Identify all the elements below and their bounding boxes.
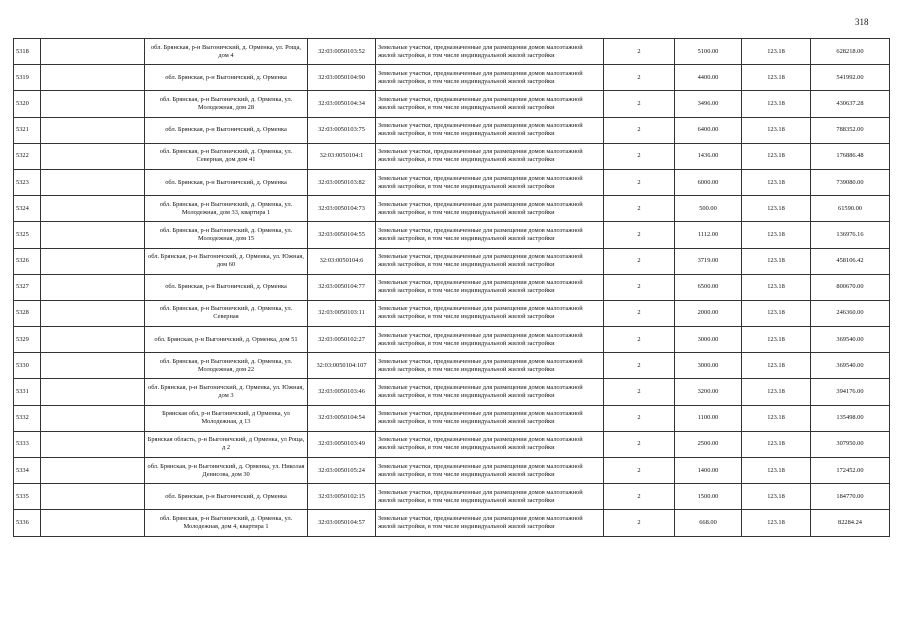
cadastral-number-cell: 32:03:0050104:77 xyxy=(308,274,376,300)
cadastral-value-cell: 369540.00 xyxy=(811,353,890,379)
table-row xyxy=(14,405,890,431)
empty-cell xyxy=(41,222,145,248)
category-cell: 2 xyxy=(604,91,675,117)
table-row xyxy=(14,431,890,457)
empty-cell xyxy=(41,458,145,484)
cadastral-value-cell: 369540.00 xyxy=(811,327,890,353)
row-number-cell: 5321 xyxy=(14,117,41,143)
rate-cell: 123.18 xyxy=(742,222,811,248)
area-cell: 4400.00 xyxy=(675,65,742,91)
row-number-cell: 5328 xyxy=(14,300,41,326)
table-row xyxy=(14,379,890,405)
row-number-cell: 5329 xyxy=(14,327,41,353)
table-row xyxy=(14,458,890,484)
empty-cell xyxy=(41,353,145,379)
cadastral-number-cell: 32:03:0050103:82 xyxy=(308,169,376,195)
permitted-use-cell: Земельные участки, предназначенные для размещения домов малоэтажной жилой застройки, в том числе индивидуальной жилой застройки xyxy=(376,222,604,248)
address-cell: обл. Брянская, р-н Выгоничский, д. Орменка, ул. Северная, дом дом 41 xyxy=(145,143,308,169)
cadastral-number-cell: 32:03:0050104:55 xyxy=(308,222,376,248)
rate-cell: 123.18 xyxy=(742,353,811,379)
category-cell: 2 xyxy=(604,39,675,65)
category-cell: 2 xyxy=(604,379,675,405)
cadastral-value-cell: 184770.00 xyxy=(811,484,890,510)
page-number: 318 xyxy=(855,17,869,27)
permitted-use-cell: Земельные участки, предназначенные для размещения домов малоэтажной жилой застройки, в том числе индивидуальной жилой застройки xyxy=(376,248,604,274)
category-cell: 2 xyxy=(604,169,675,195)
rate-cell: 123.18 xyxy=(742,196,811,222)
table-row xyxy=(14,327,890,353)
row-number-cell: 5326 xyxy=(14,248,41,274)
cadastral-number-cell: 32:03:0050104:6 xyxy=(308,248,376,274)
empty-cell xyxy=(41,274,145,300)
row-number-cell: 5319 xyxy=(14,65,41,91)
empty-cell xyxy=(41,169,145,195)
cadastral-number-cell: 32:03:0050104:34 xyxy=(308,91,376,117)
empty-cell xyxy=(41,248,145,274)
cadastral-value-cell: 430637.28 xyxy=(811,91,890,117)
row-number-cell: 5332 xyxy=(14,405,41,431)
address-cell: обл. Брянская, р-н Выгоничский, д. Орменка xyxy=(145,274,308,300)
area-cell: 1400.00 xyxy=(675,458,742,484)
cadastral-value-cell: 541992.00 xyxy=(811,65,890,91)
cadastral-value-cell: 739080.00 xyxy=(811,169,890,195)
cadastral-value-cell: 176886.48 xyxy=(811,143,890,169)
rate-cell: 123.18 xyxy=(742,143,811,169)
area-cell: 1112.00 xyxy=(675,222,742,248)
address-cell: обл. Брянская, р-н Выгоничский, д. Орменка, ул. Николая Денисова, дом 30 xyxy=(145,458,308,484)
empty-cell xyxy=(41,405,145,431)
cadastral-value-cell: 135498.00 xyxy=(811,405,890,431)
category-cell: 2 xyxy=(604,248,675,274)
row-number-cell: 5330 xyxy=(14,353,41,379)
cadastral-value-cell: 246360.00 xyxy=(811,300,890,326)
area-cell: 3000.00 xyxy=(675,353,742,379)
area-cell: 1436.00 xyxy=(675,143,742,169)
rate-cell: 123.18 xyxy=(742,274,811,300)
area-cell: 2500.00 xyxy=(675,431,742,457)
cadastral-number-cell: 32:03:0050105:24 xyxy=(308,458,376,484)
row-number-cell: 5324 xyxy=(14,196,41,222)
table-row xyxy=(14,196,890,222)
table-row xyxy=(14,484,890,510)
permitted-use-cell: Земельные участки, предназначенные для размещения домов малоэтажной жилой застройки, в том числе индивидуальной жилой застройки xyxy=(376,117,604,143)
rate-cell: 123.18 xyxy=(742,458,811,484)
cadastral-value-cell: 136976.16 xyxy=(811,222,890,248)
address-cell: обл. Брянская, р-н Выгоничский, д. Орменка, ул. Южная, дом 60 xyxy=(145,248,308,274)
table-row xyxy=(14,248,890,274)
category-cell: 2 xyxy=(604,458,675,484)
empty-cell xyxy=(41,327,145,353)
table-row xyxy=(14,65,890,91)
address-cell: обл. Брянская, р-н Выгоничский, д. Орменка xyxy=(145,169,308,195)
area-cell: 1100.00 xyxy=(675,405,742,431)
cadastral-number-cell: 32:03:0050103:11 xyxy=(308,300,376,326)
address-cell: обл. Брянская, р-н Выгоничский, д. Орменка, ул. Северная xyxy=(145,300,308,326)
row-number-cell: 5325 xyxy=(14,222,41,248)
cadastral-value-cell: 61590.00 xyxy=(811,196,890,222)
cadastral-number-cell: 32:03:0050103:49 xyxy=(308,431,376,457)
address-cell: обл. Брянская, р-н Выгоничский, д. Орменка, ул. Молодежная, дом 28 xyxy=(145,91,308,117)
permitted-use-cell: Земельные участки, предназначенные для размещения домов малоэтажной жилой застройки, в том числе индивидуальной жилой застройки xyxy=(376,143,604,169)
category-cell: 2 xyxy=(604,274,675,300)
address-cell: обл. Брянская, р-н Выгоничский, д. Орменка, ул. Молодежная, дом 15 xyxy=(145,222,308,248)
category-cell: 2 xyxy=(604,327,675,353)
category-cell: 2 xyxy=(604,431,675,457)
area-cell: 3000.00 xyxy=(675,327,742,353)
table-row xyxy=(14,117,890,143)
row-number-cell: 5323 xyxy=(14,169,41,195)
category-cell: 2 xyxy=(604,484,675,510)
cadastral-number-cell: 32:03:0050103:46 xyxy=(308,379,376,405)
address-cell: обл. Брянская, р-н Выгоничский, д. Орменка xyxy=(145,484,308,510)
row-number-cell: 5318 xyxy=(14,39,41,65)
cadastral-value-cell: 800670.00 xyxy=(811,274,890,300)
cadastral-number-cell: 32:03:0050103:75 xyxy=(308,117,376,143)
category-cell: 2 xyxy=(604,353,675,379)
row-number-cell: 5331 xyxy=(14,379,41,405)
address-cell: обл. Брянская, р-н Выгоничский, д. Орменка, дом 51 xyxy=(145,327,308,353)
empty-cell xyxy=(41,39,145,65)
rate-cell: 123.18 xyxy=(742,431,811,457)
cadastral-number-cell: 32:03:0050102:27 xyxy=(308,327,376,353)
category-cell: 2 xyxy=(604,196,675,222)
area-cell: 6400.00 xyxy=(675,117,742,143)
permitted-use-cell: Земельные участки, предназначенные для размещения домов малоэтажной жилой застройки, в том числе индивидуальной жилой застройки xyxy=(376,405,604,431)
cadastral-number-cell: 32:03:0050104:107 xyxy=(308,353,376,379)
address-cell: обл. Брянская, р-н Выгоничский, д. Орменка, ул. Молодежная, дом 4, квартира 1 xyxy=(145,510,308,536)
category-cell: 2 xyxy=(604,222,675,248)
empty-cell xyxy=(41,379,145,405)
row-number-cell: 5327 xyxy=(14,274,41,300)
table-row xyxy=(14,39,890,65)
cadastral-value-cell: 172452.00 xyxy=(811,458,890,484)
rate-cell: 123.18 xyxy=(742,117,811,143)
row-number-cell: 5320 xyxy=(14,91,41,117)
permitted-use-cell: Земельные участки, предназначенные для размещения домов малоэтажной жилой застройки, в том числе индивидуальной жилой застройки xyxy=(376,379,604,405)
address-cell: Брянская обл, р-н Выгоничский, д Орменка, ул Молодежная, д 13 xyxy=(145,405,308,431)
permitted-use-cell: Земельные участки, предназначенные для размещения домов малоэтажной жилой застройки, в том числе индивидуальной жилой застройки xyxy=(376,65,604,91)
row-number-cell: 5333 xyxy=(14,431,41,457)
table-row xyxy=(14,143,890,169)
table-row xyxy=(14,300,890,326)
cadastral-value-table xyxy=(13,38,890,537)
cadastral-value-cell: 788352.00 xyxy=(811,117,890,143)
permitted-use-cell: Земельные участки, предназначенные для размещения домов малоэтажной жилой застройки, в том числе индивидуальной жилой застройки xyxy=(376,353,604,379)
table-row xyxy=(14,169,890,195)
cadastral-value-cell: 458106.42 xyxy=(811,248,890,274)
permitted-use-cell: Земельные участки, предназначенные для размещения домов малоэтажной жилой застройки, в том числе индивидуальной жилой застройки xyxy=(376,169,604,195)
area-cell: 3719.00 xyxy=(675,248,742,274)
rate-cell: 123.18 xyxy=(742,65,811,91)
rate-cell: 123.18 xyxy=(742,484,811,510)
permitted-use-cell: Земельные участки, предназначенные для размещения домов малоэтажной жилой застройки, в том числе индивидуальной жилой застройки xyxy=(376,300,604,326)
cadastral-number-cell: 32:03:0050104:90 xyxy=(308,65,376,91)
category-cell: 2 xyxy=(604,65,675,91)
address-cell: обл. Брянская, р-н Выгоничский, д. Орменка xyxy=(145,117,308,143)
category-cell: 2 xyxy=(604,117,675,143)
rate-cell: 123.18 xyxy=(742,300,811,326)
empty-cell xyxy=(41,431,145,457)
area-cell: 3496.00 xyxy=(675,91,742,117)
rate-cell: 123.18 xyxy=(742,510,811,536)
cadastral-value-cell: 394176.00 xyxy=(811,379,890,405)
table-row xyxy=(14,222,890,248)
table-row xyxy=(14,510,890,536)
empty-cell xyxy=(41,65,145,91)
table-body xyxy=(14,39,890,537)
area-cell: 6000.00 xyxy=(675,169,742,195)
area-cell: 1500.00 xyxy=(675,484,742,510)
permitted-use-cell: Земельные участки, предназначенные для размещения домов малоэтажной жилой застройки, в том числе индивидуальной жилой застройки xyxy=(376,484,604,510)
empty-cell xyxy=(41,117,145,143)
cadastral-number-cell: 32:03:0050104:57 xyxy=(308,510,376,536)
permitted-use-cell: Земельные участки, предназначенные для размещения домов малоэтажной жилой застройки, в том числе индивидуальной жилой застройки xyxy=(376,91,604,117)
area-cell: 2000.00 xyxy=(675,300,742,326)
rate-cell: 123.18 xyxy=(742,39,811,65)
permitted-use-cell: Земельные участки, предназначенные для размещения домов малоэтажной жилой застройки, в том числе индивидуальной жилой застройки xyxy=(376,327,604,353)
rate-cell: 123.18 xyxy=(742,169,811,195)
cadastral-number-cell: 32:03:0050104:73 xyxy=(308,196,376,222)
cadastral-number-cell: 32:03:0050104:1 xyxy=(308,143,376,169)
empty-cell xyxy=(41,510,145,536)
empty-cell xyxy=(41,196,145,222)
table-row xyxy=(14,91,890,117)
area-cell: 668.00 xyxy=(675,510,742,536)
category-cell: 2 xyxy=(604,405,675,431)
empty-cell xyxy=(41,300,145,326)
cadastral-number-cell: 32:03:0050104:54 xyxy=(308,405,376,431)
table-row xyxy=(14,274,890,300)
row-number-cell: 5322 xyxy=(14,143,41,169)
address-cell: Брянская область, р-н Выгоничский, д Орменка, ул Роща, д 2 xyxy=(145,431,308,457)
cadastral-value-cell: 307950.00 xyxy=(811,431,890,457)
cadastral-number-cell: 32:03:0050102:15 xyxy=(308,484,376,510)
rate-cell: 123.18 xyxy=(742,379,811,405)
rate-cell: 123.18 xyxy=(742,327,811,353)
rate-cell: 123.18 xyxy=(742,248,811,274)
row-number-cell: 5334 xyxy=(14,458,41,484)
cadastral-value-cell: 82284.24 xyxy=(811,510,890,536)
address-cell: обл. Брянская, р-н Выгоничский, д. Орменка, ул. Южная, дом 3 xyxy=(145,379,308,405)
address-cell: обл. Брянская, р-н Выгоничский, д. Орменка xyxy=(145,65,308,91)
empty-cell xyxy=(41,91,145,117)
category-cell: 2 xyxy=(604,300,675,326)
rate-cell: 123.18 xyxy=(742,91,811,117)
empty-cell xyxy=(41,484,145,510)
area-cell: 500.00 xyxy=(675,196,742,222)
cadastral-number-cell: 32:03:0050103:52 xyxy=(308,39,376,65)
permitted-use-cell: Земельные участки, предназначенные для размещения домов малоэтажной жилой застройки, в том числе индивидуальной жилой застройки xyxy=(376,196,604,222)
empty-cell xyxy=(41,143,145,169)
rate-cell: 123.18 xyxy=(742,405,811,431)
row-number-cell: 5335 xyxy=(14,484,41,510)
cadastral-value-cell: 628218.00 xyxy=(811,39,890,65)
category-cell: 2 xyxy=(604,143,675,169)
address-cell: обл. Брянская, р-н Выгоничский, д. Орменка, ул. Молодежная, дом 22 xyxy=(145,353,308,379)
area-cell: 5100.00 xyxy=(675,39,742,65)
address-cell: обл. Брянская, р-н Выгоничский, д. Орменка, ул. Молодежная, дом 33, квартира 1 xyxy=(145,196,308,222)
permitted-use-cell: Земельные участки, предназначенные для размещения домов малоэтажной жилой застройки, в том числе индивидуальной жилой застройки xyxy=(376,458,604,484)
area-cell: 3200.00 xyxy=(675,379,742,405)
row-number-cell: 5336 xyxy=(14,510,41,536)
permitted-use-cell: Земельные участки, предназначенные для размещения домов малоэтажной жилой застройки, в том числе индивидуальной жилой застройки xyxy=(376,510,604,536)
area-cell: 6500.00 xyxy=(675,274,742,300)
permitted-use-cell: Земельные участки, предназначенные для размещения домов малоэтажной жилой застройки, в том числе индивидуальной жилой застройки xyxy=(376,39,604,65)
table-row xyxy=(14,353,890,379)
category-cell: 2 xyxy=(604,510,675,536)
permitted-use-cell: Земельные участки, предназначенные для размещения домов малоэтажной жилой застройки, в том числе индивидуальной жилой застройки xyxy=(376,431,604,457)
permitted-use-cell: Земельные участки, предназначенные для размещения домов малоэтажной жилой застройки, в том числе индивидуальной жилой застройки xyxy=(376,274,604,300)
address-cell: обл. Брянская, р-н Выгоничский, д. Орменка, ул. Роща, дом 4 xyxy=(145,39,308,65)
